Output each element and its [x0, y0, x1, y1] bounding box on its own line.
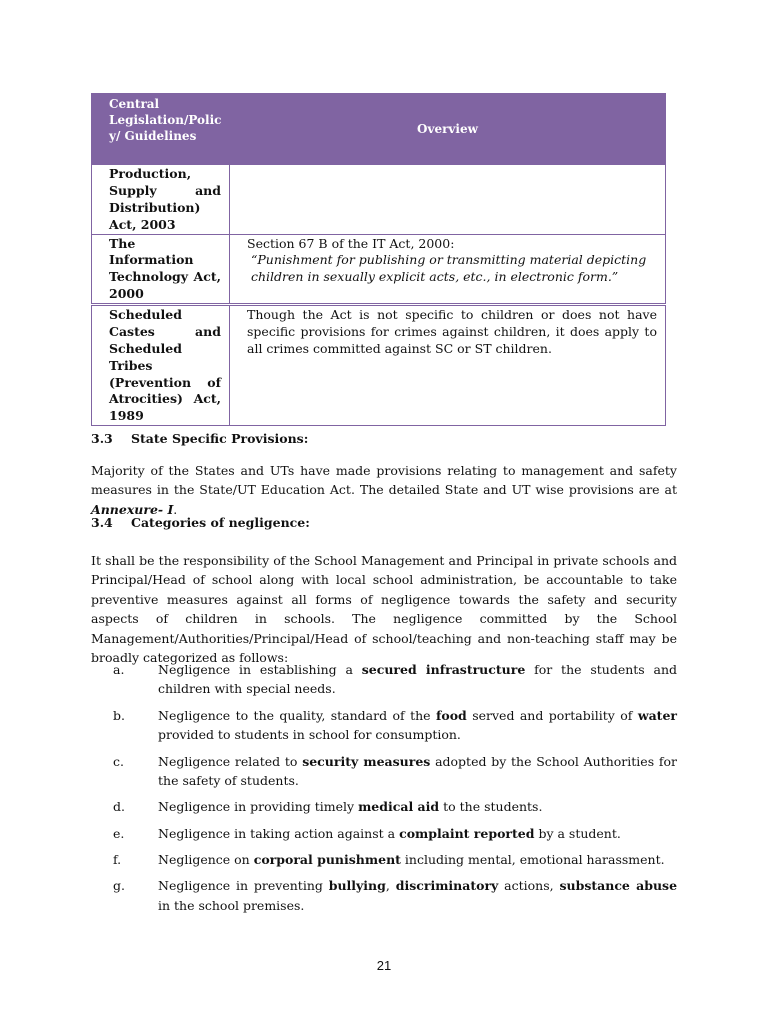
list-marker: d. [113, 799, 125, 815]
list-item [91, 876, 677, 915]
paragraph-text: Majority of the States and UTs have made provisions relating to management and safety measures in the State/UT Education Act. The detailed State and UT wise provisions are at [91, 463, 677, 498]
list-item [91, 824, 677, 843]
list-item [91, 850, 677, 869]
overview-quote: “Punishment for publishing or transmitting material depicting children in sexually explicit acts, etc., in electronic form.” [251, 252, 647, 285]
list-item [91, 660, 677, 699]
section-number: 3.3 [91, 431, 113, 446]
list-marker: c. [113, 753, 124, 769]
law-overview [230, 165, 666, 235]
section-heading-3-4 [91, 514, 310, 532]
list-marker: a. [113, 662, 125, 677]
item-text: adopted by the School Authorities for the safety of students. [158, 753, 677, 788]
item-text: , [385, 878, 396, 894]
item-emphasis: food [435, 707, 467, 723]
overview-text: Though the Act is not specific to children or does not have specific provisions for crimes against children, it does apply to all crimes committed against SC or ST children. [247, 307, 657, 356]
section-title: State Specific Provisions: [131, 431, 309, 446]
item-text: by a student. [534, 825, 621, 841]
item-text: served and portability of [466, 707, 638, 723]
item-text: actions, [498, 878, 560, 894]
item-text: Negligence related to [158, 753, 303, 769]
item-text: provided to students in school for consumption. [158, 727, 461, 743]
list-item [91, 752, 677, 791]
item-text: Negligence on [158, 852, 254, 867]
law-overview [230, 234, 666, 305]
header-overview: Overview [230, 94, 666, 165]
item-text: Negligence in taking action against a [158, 825, 400, 841]
list-item [91, 797, 677, 816]
page-number: 21 [376, 958, 392, 973]
item-emphasis: corporal punishment [253, 852, 401, 867]
item-emphasis: complaint reported [399, 825, 535, 841]
item-emphasis: secured infrastructure [361, 662, 526, 677]
annexure-reference: Annexure- I [91, 501, 174, 517]
list-marker: g. [113, 878, 125, 894]
law-name: Production, Supply and Distribution) Act, 2003 [92, 165, 230, 235]
section-heading-3-3 [91, 430, 308, 448]
section-title: Categories of negligence: [131, 515, 310, 530]
table-row [92, 305, 666, 426]
item-text: Negligence in establishing a [158, 662, 362, 677]
table-header-row [92, 94, 666, 165]
law-name: Scheduled Castes and Scheduled Tribes (Prevention of Atrocities) Act, 1989 [92, 305, 230, 426]
law-overview [230, 305, 666, 426]
item-emphasis: security measures [302, 753, 431, 769]
header-legislation: Central Legislation/Polic y/ Guidelines [92, 94, 230, 165]
item-text: including mental, emotional harassment. [400, 852, 665, 867]
item-emphasis: medical aid [358, 799, 440, 815]
list-marker: f. [113, 852, 122, 867]
item-emphasis: substance abuse [559, 878, 678, 894]
list-marker: b. [113, 707, 125, 723]
item-emphasis: water [637, 707, 677, 723]
overview-text: Section 67 B of the IT Act, 2000: [247, 235, 455, 251]
item-text: to the students. [439, 799, 543, 815]
item-text: in the school premises. [158, 897, 305, 913]
table-row [92, 234, 666, 305]
item-text: Negligence to the quality, standard of the [158, 707, 436, 723]
item-text: for the students and children with special needs. [158, 662, 678, 697]
list-item [91, 706, 677, 745]
negligence-list [91, 660, 677, 922]
paragraph-end: . [173, 501, 178, 517]
list-marker: e. [113, 825, 125, 841]
law-name: The Information Technology Act, 2000 [92, 234, 230, 305]
item-emphasis: bullying [328, 878, 386, 894]
item-emphasis: discriminatory [395, 878, 499, 894]
item-text: Negligence in preventing [158, 878, 329, 894]
legislation-table [91, 93, 666, 426]
section-number: 3.4 [91, 515, 113, 530]
table-row [92, 165, 666, 235]
paragraph-state-provisions [91, 461, 677, 519]
item-text: Negligence in providing timely [158, 799, 359, 815]
paragraph-negligence: It shall be the responsibility of the School Management and Principal in private schools and Principal/Head of school along with local school administration, be accountable to take preventive measures against all forms of negligence towards the safety and security aspects of children in schools. The negligence committed by the School Management/Authorities/Principal/Head of school/teaching and non-teaching staff may be broadly categorized as follows: [91, 553, 677, 665]
